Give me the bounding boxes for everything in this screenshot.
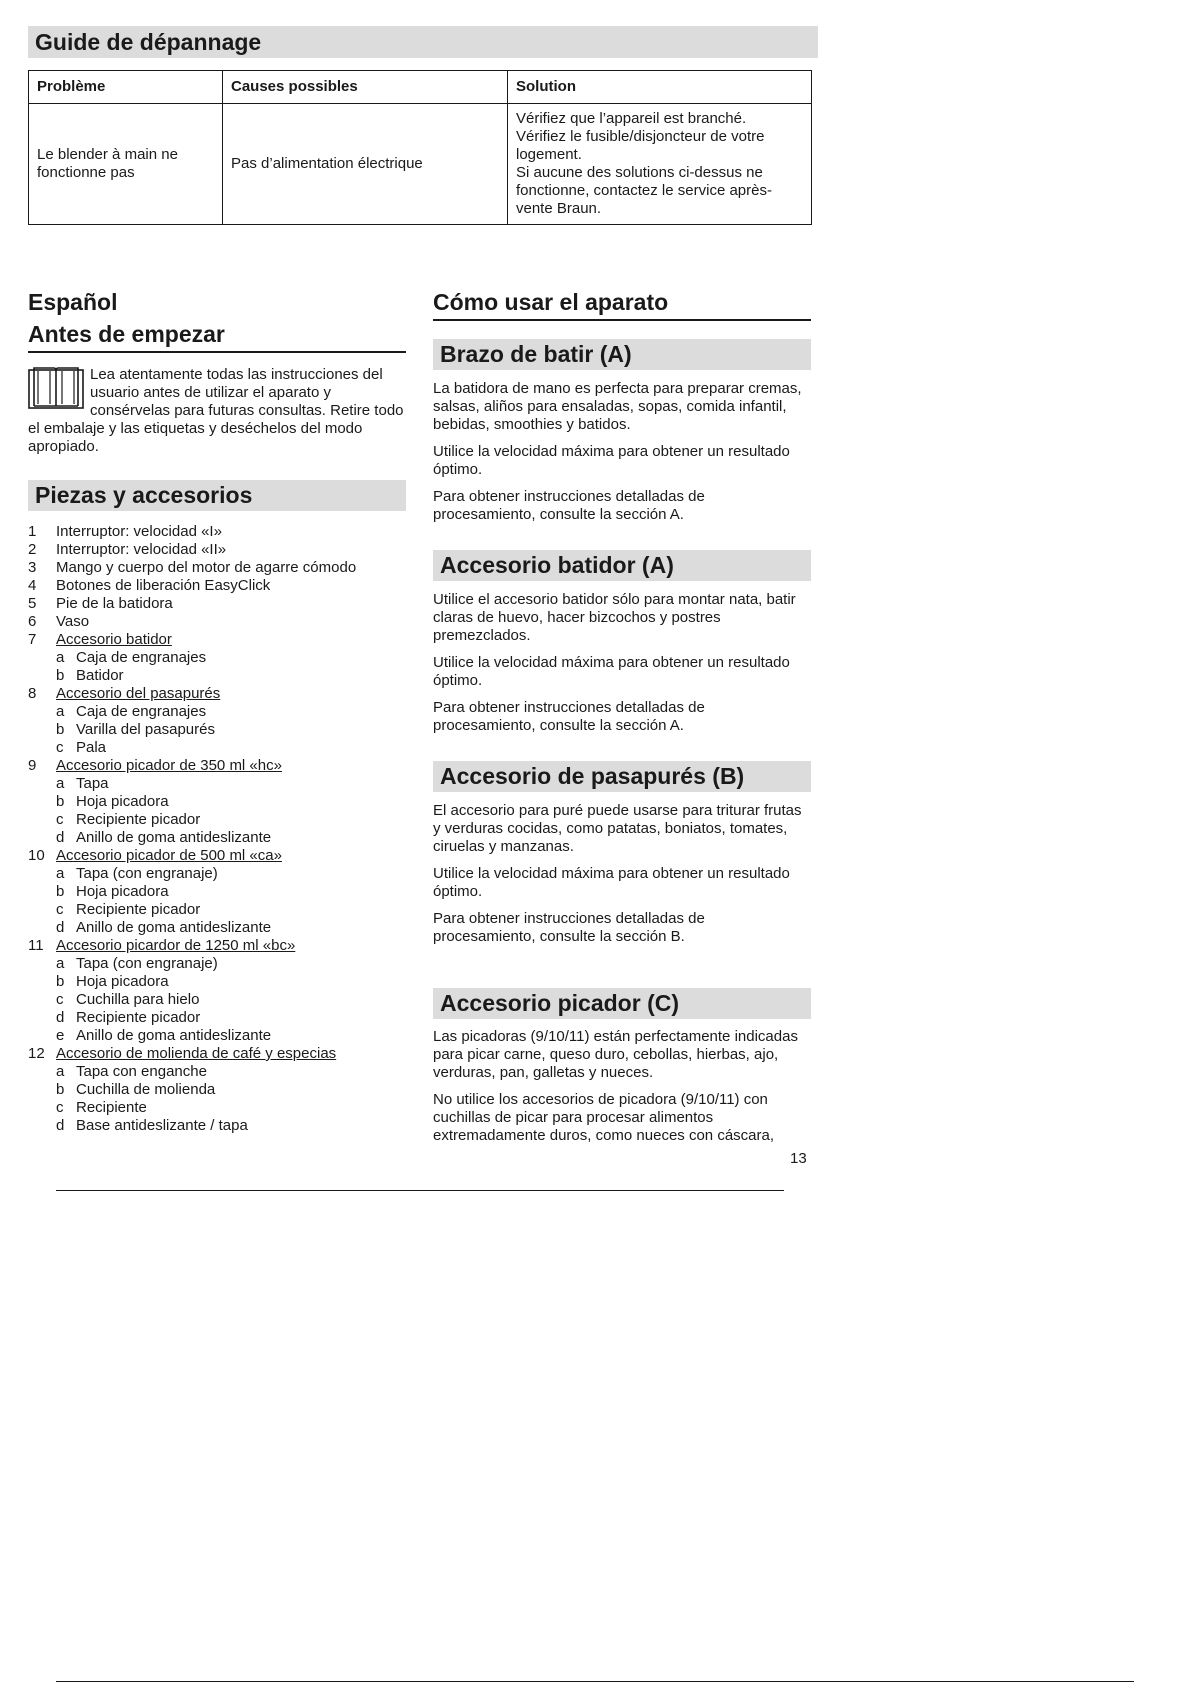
paragraph: Utilice la velocidad máxima para obtener un resultado óptimo. xyxy=(433,654,790,689)
section-body xyxy=(433,1028,811,1145)
sub-part-list xyxy=(56,775,406,847)
section-heading: Brazo de batir (A) xyxy=(433,339,811,370)
sub-part-list xyxy=(56,1063,406,1135)
right-column xyxy=(433,286,811,1145)
sub-part-letter: b xyxy=(56,793,65,810)
solution-line: Vérifiez le fusible/disjoncteur de votre logement. xyxy=(516,128,765,163)
part-label: Interruptor: velocidad «I» xyxy=(56,523,222,540)
sub-part-item xyxy=(56,991,406,1009)
solution-cell xyxy=(508,104,812,225)
part-label: Accesorio picardor de 1250 ml «bc» xyxy=(56,937,296,954)
sub-part-label: Batidor xyxy=(76,667,124,684)
part-label: Mango y cuerpo del motor de agarre cómodo xyxy=(56,559,357,576)
section-body xyxy=(433,802,811,946)
part-number: 11 xyxy=(28,937,44,954)
part-item xyxy=(28,577,406,595)
troubleshooting-table xyxy=(28,70,812,225)
sub-part-letter: b xyxy=(56,973,65,990)
sub-part-item xyxy=(56,955,406,973)
sub-part-item xyxy=(56,1117,406,1135)
before-start-heading: Antes de empezar xyxy=(28,318,406,353)
problem-cell: Le blender à main ne fonctionne pas xyxy=(29,104,223,225)
part-label: Accesorio del pasapurés xyxy=(56,685,221,702)
sub-part-label: Anillo de goma antideslizante xyxy=(76,829,272,846)
sub-part-list xyxy=(56,703,406,757)
part-label: Pie de la batidora xyxy=(56,595,173,612)
sub-part-letter: b xyxy=(56,667,65,684)
sub-part-list xyxy=(56,649,406,685)
intro-paragraph xyxy=(28,366,406,456)
part-number: 9 xyxy=(28,757,37,774)
sub-part-item xyxy=(56,883,406,901)
part-label: Vaso xyxy=(56,613,90,630)
sub-part-letter: e xyxy=(56,1027,65,1044)
paragraph: Utilice la velocidad máxima para obtener un resultado óptimo. xyxy=(433,443,790,478)
sub-part-label: Hoja picadora xyxy=(76,883,169,900)
solution-line: Si aucune des solutions ci-dessus ne fonctionne, contactez le service après-vente Braun. xyxy=(516,164,772,217)
read-manual-icon xyxy=(28,366,84,410)
part-number: 10 xyxy=(28,847,45,864)
paragraph: La batidora de mano es perfecta para preparar cremas, salsas, aliños para ensaladas, sopas, comida infantil, bebidas, smoothies y batidos. xyxy=(433,380,802,433)
section-heading: Accesorio batidor (A) xyxy=(433,550,811,581)
part-label: Botones de liberación EasyClick xyxy=(56,577,271,594)
part-label: Accesorio batidor xyxy=(56,631,172,648)
sub-part-label: Recipiente picador xyxy=(76,901,201,918)
sub-part-item xyxy=(56,739,406,757)
part-item xyxy=(28,541,406,559)
table-header-row xyxy=(29,71,812,104)
part-item xyxy=(28,847,406,937)
paragraph: Para obtener instrucciones detalladas de procesamiento, consulte la sección A. xyxy=(433,699,705,734)
sub-part-item xyxy=(56,721,406,739)
sub-part-label: Varilla del pasapurés xyxy=(76,721,215,738)
sub-part-item xyxy=(56,649,406,667)
troubleshooting-title: Guide de dépannage xyxy=(28,26,818,58)
sub-part-letter: b xyxy=(56,883,65,900)
sub-part-label: Tapa (con engranaje) xyxy=(76,865,218,882)
column-header: Solution xyxy=(508,71,812,104)
sub-part-item xyxy=(56,829,406,847)
paragraph: No utilice los accesorios de picadora (9/10/11) con cuchillas de picar para procesar alimentos extremadamente duros, como nueces con cáscara, xyxy=(433,1091,775,1144)
paragraph: Las picadoras (9/10/11) están perfectamente indicadas para picar carne, queso duro, cebollas, hierbas, ajo, verduras, pan, galletas y nueces. xyxy=(433,1028,798,1081)
sub-part-item xyxy=(56,1027,406,1045)
part-item xyxy=(28,685,406,757)
paragraph: Para obtener instrucciones detalladas de procesamiento, consulte la sección A. xyxy=(433,488,705,523)
sub-part-label: Tapa con enganche xyxy=(76,1063,207,1080)
part-label: Interruptor: velocidad «II» xyxy=(56,541,227,558)
sub-part-letter: c xyxy=(56,901,64,918)
left-column xyxy=(28,286,406,1135)
sub-part-item xyxy=(56,901,406,919)
paragraph: Utilice el accesorio batidor sólo para montar nata, batir claras de huevo, hacer bizcochos y postres premezclados. xyxy=(433,591,796,644)
sub-part-label: Caja de engranajes xyxy=(76,703,207,720)
sub-part-item xyxy=(56,865,406,883)
sub-part-letter: b xyxy=(56,1081,65,1098)
parts-heading: Piezas y accesorios xyxy=(28,480,406,511)
column-header: Causes possibles xyxy=(223,71,508,104)
sub-part-label: Anillo de goma antideslizante xyxy=(76,1027,272,1044)
part-number: 6 xyxy=(28,613,37,630)
part-number: 8 xyxy=(28,685,37,702)
sub-part-label: Cuchilla para hielo xyxy=(76,991,200,1008)
sub-part-label: Tapa (con engranaje) xyxy=(76,955,218,972)
how-to-use-heading: Cómo usar el aparato xyxy=(433,286,811,321)
page-number: 13 xyxy=(790,1150,807,1167)
part-item xyxy=(28,613,406,631)
solution-line: Vérifiez que l’appareil est branché. xyxy=(516,110,747,127)
sub-part-item xyxy=(56,919,406,937)
part-number: 3 xyxy=(28,559,37,576)
part-number: 2 xyxy=(28,541,37,558)
sub-part-label: Recipiente xyxy=(76,1099,147,1116)
sub-part-label: Cuchilla de molienda xyxy=(76,1081,216,1098)
sub-part-letter: a xyxy=(56,703,65,720)
sub-part-item xyxy=(56,667,406,685)
sub-part-item xyxy=(56,811,406,829)
sub-part-label: Recipiente picador xyxy=(76,811,201,828)
sub-part-letter: d xyxy=(56,919,65,936)
sub-part-letter: a xyxy=(56,865,65,882)
divider-line xyxy=(56,1190,784,1191)
sub-part-item xyxy=(56,1063,406,1081)
section-body xyxy=(433,591,811,735)
part-number: 4 xyxy=(28,577,37,594)
sub-part-label: Pala xyxy=(76,739,107,756)
sub-part-letter: a xyxy=(56,955,65,972)
part-item xyxy=(28,1045,406,1135)
paragraph: Para obtener instrucciones detalladas de procesamiento, consulte la sección B. xyxy=(433,910,705,945)
paragraph: Utilice la velocidad máxima para obtener un resultado óptimo. xyxy=(433,865,790,900)
sub-part-list xyxy=(56,955,406,1045)
column-header: Problème xyxy=(29,71,223,104)
sub-part-label: Recipiente picador xyxy=(76,1009,201,1026)
part-label: Accesorio picador de 350 ml «hc» xyxy=(56,757,282,774)
sub-part-letter: a xyxy=(56,649,65,666)
sub-part-letter: d xyxy=(56,829,65,846)
sub-part-item xyxy=(56,775,406,793)
sub-part-label: Base antideslizante / tapa xyxy=(76,1117,248,1134)
part-item xyxy=(28,523,406,541)
paragraph: El accesorio para puré puede usarse para triturar frutas y verduras cocidas, como patatas, boniatos, tomates, ciruelas y manzanas. xyxy=(433,802,802,855)
sub-part-item xyxy=(56,1081,406,1099)
part-number: 12 xyxy=(28,1045,45,1062)
sub-part-item xyxy=(56,973,406,991)
part-item xyxy=(28,595,406,613)
table-row xyxy=(29,104,812,225)
sub-part-item xyxy=(56,1099,406,1117)
part-item xyxy=(28,559,406,577)
sub-part-label: Caja de engranajes xyxy=(76,649,207,666)
language-heading: Español xyxy=(28,289,118,315)
sub-part-label: Tapa xyxy=(76,775,109,792)
sub-part-letter: c xyxy=(56,991,64,1008)
section-body xyxy=(433,380,811,524)
intro-text: Lea atentamente todas las instrucciones del usuario antes de utilizar el aparato y consérvelas para futuras consultas. Retire todo el embalaje y las etiquetas y deséchelos del modo apropiado. xyxy=(28,366,404,455)
sub-part-letter: c xyxy=(56,1099,64,1116)
sub-part-letter: c xyxy=(56,739,64,756)
part-label: Accesorio picador de 500 ml «ca» xyxy=(56,847,282,864)
sub-part-letter: a xyxy=(56,775,65,792)
section-heading: Accesorio picador (C) xyxy=(433,988,811,1019)
part-number: 5 xyxy=(28,595,37,612)
cause-cell: Pas d’alimentation électrique xyxy=(223,104,508,225)
sub-part-list xyxy=(56,865,406,937)
part-item xyxy=(28,757,406,847)
sub-part-item xyxy=(56,703,406,721)
part-number: 7 xyxy=(28,631,37,648)
sub-part-letter: a xyxy=(56,1063,65,1080)
bottom-divider-line xyxy=(56,1681,1134,1682)
part-number: 1 xyxy=(28,523,37,540)
sub-part-item xyxy=(56,1009,406,1027)
sub-part-letter: d xyxy=(56,1117,65,1134)
sub-part-item xyxy=(56,793,406,811)
section-heading: Accesorio de pasapurés (B) xyxy=(433,761,811,792)
part-item xyxy=(28,631,406,685)
sub-part-label: Hoja picadora xyxy=(76,793,169,810)
part-item xyxy=(28,937,406,1045)
part-label: Accesorio de molienda de café y especias xyxy=(56,1045,337,1062)
sub-part-letter: d xyxy=(56,1009,65,1026)
sub-part-letter: b xyxy=(56,721,65,738)
sub-part-label: Hoja picadora xyxy=(76,973,169,990)
parts-list xyxy=(28,523,406,1135)
sub-part-label: Anillo de goma antideslizante xyxy=(76,919,272,936)
sub-part-letter: c xyxy=(56,811,64,828)
